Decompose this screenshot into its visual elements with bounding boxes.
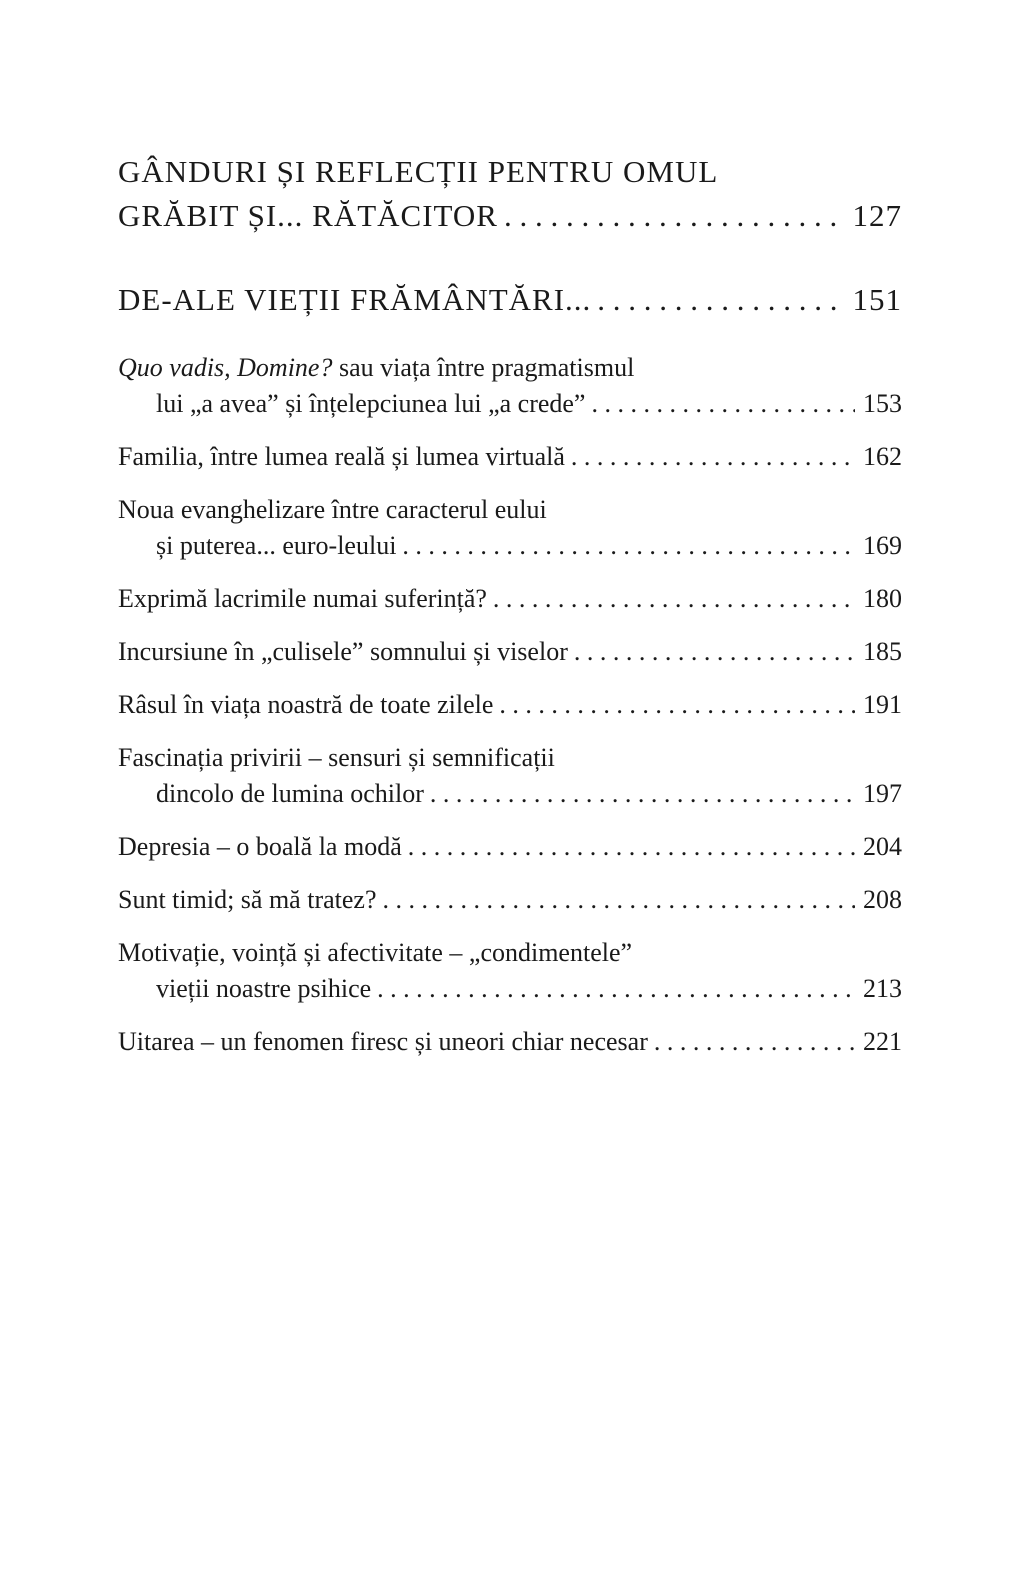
entry-title: Râsul în viața noastră de toate zilele (118, 690, 494, 719)
toc-entry (118, 1024, 902, 1060)
entry-title-italic: Quo vadis, Domine? (118, 353, 333, 382)
toc-section (118, 150, 902, 238)
entry-line (118, 581, 902, 617)
toc-entry (118, 492, 902, 564)
entry-title: Incursiune în „culisele” somnului și viselor (118, 637, 568, 666)
entry-line (118, 882, 902, 918)
page-number: 151 (852, 282, 902, 317)
entry-line (118, 386, 902, 422)
entry-title: lui „a avea” și înțelepciunea lui „a crede” (156, 389, 586, 418)
entry-line (118, 687, 902, 723)
leader-dots (597, 278, 844, 322)
entry-title: Depresia – o boală la modă (118, 832, 402, 861)
page-number: 221 (863, 1027, 902, 1056)
page-number: 213 (863, 974, 902, 1003)
entry-title: Familia, între lumea reală și lumea virtuală (118, 442, 565, 471)
leader-dots (654, 1024, 855, 1060)
leader-dots (504, 194, 845, 238)
leader-dots (574, 634, 855, 670)
page-number: 127 (852, 198, 902, 233)
leader-dots (499, 687, 855, 723)
entry-title: Sunt timid; să mă tratez? (118, 885, 377, 914)
entry-line (118, 492, 902, 528)
toc-entry (118, 829, 902, 865)
entry-line (118, 634, 902, 670)
section-title: GÂNDURI ȘI REFLECȚII PENTRU OMUL (118, 154, 719, 189)
entry-line (118, 439, 902, 475)
page-number: 162 (863, 442, 902, 471)
toc-entry (118, 935, 902, 1007)
page-number: 153 (863, 389, 902, 418)
toc-section (118, 278, 902, 322)
entry-line (118, 1024, 902, 1060)
leader-dots (493, 581, 855, 617)
entry-line (118, 776, 902, 812)
entry-line (118, 829, 902, 865)
entry-title: sau viața între pragmatismul (332, 353, 635, 382)
table-of-contents (118, 150, 902, 1077)
entry-line (118, 528, 902, 564)
entry-line (118, 740, 902, 776)
toc-entry (118, 740, 902, 812)
leader-dots (377, 971, 855, 1007)
section-title-line (118, 150, 902, 194)
entry-title: și puterea... euro-leului (156, 531, 397, 560)
entry-title: Motivație, voință și afectivitate – „condimentele” (118, 938, 633, 967)
toc-entry (118, 882, 902, 918)
entry-line (118, 935, 902, 971)
leader-dots (408, 829, 855, 865)
page-number: 208 (863, 885, 902, 914)
entry-line (118, 971, 902, 1007)
page-number: 204 (863, 832, 902, 861)
toc-entry (118, 581, 902, 617)
toc-entry (118, 634, 902, 670)
section-title-line (118, 278, 902, 322)
page-number: 185 (863, 637, 902, 666)
entry-title: dincolo de lumina ochilor (156, 779, 424, 808)
section-title: GRĂBIT ȘI... RĂTĂCITOR (118, 198, 498, 233)
entry-title: vieții noastre psihice (156, 974, 372, 1003)
page-number: 180 (863, 584, 902, 613)
toc-entry (118, 687, 902, 723)
entry-title: Fascinația privirii – sensuri și semnificații (118, 743, 555, 772)
page-number: 191 (863, 690, 902, 719)
leader-dots (571, 439, 855, 475)
page-number: 197 (863, 779, 902, 808)
entry-title: Exprimă lacrimile numai suferință? (118, 584, 487, 613)
leader-dots (430, 776, 855, 812)
leader-dots (591, 386, 855, 422)
toc-entry (118, 439, 902, 475)
entry-title: Uitarea – un fenomen firesc și uneori chiar necesar (118, 1027, 648, 1056)
entry-line (118, 350, 902, 386)
toc-entries (118, 350, 902, 1060)
leader-dots (383, 882, 856, 918)
leader-dots (402, 528, 855, 564)
toc-entry (118, 350, 902, 422)
section-title: DE-ALE VIEȚII FRĂMÂNTĂRI... (118, 282, 592, 317)
entry-title: Noua evanghelizare între caracterul eului (118, 495, 547, 524)
page-number: 169 (863, 531, 902, 560)
section-title-line (118, 194, 902, 238)
